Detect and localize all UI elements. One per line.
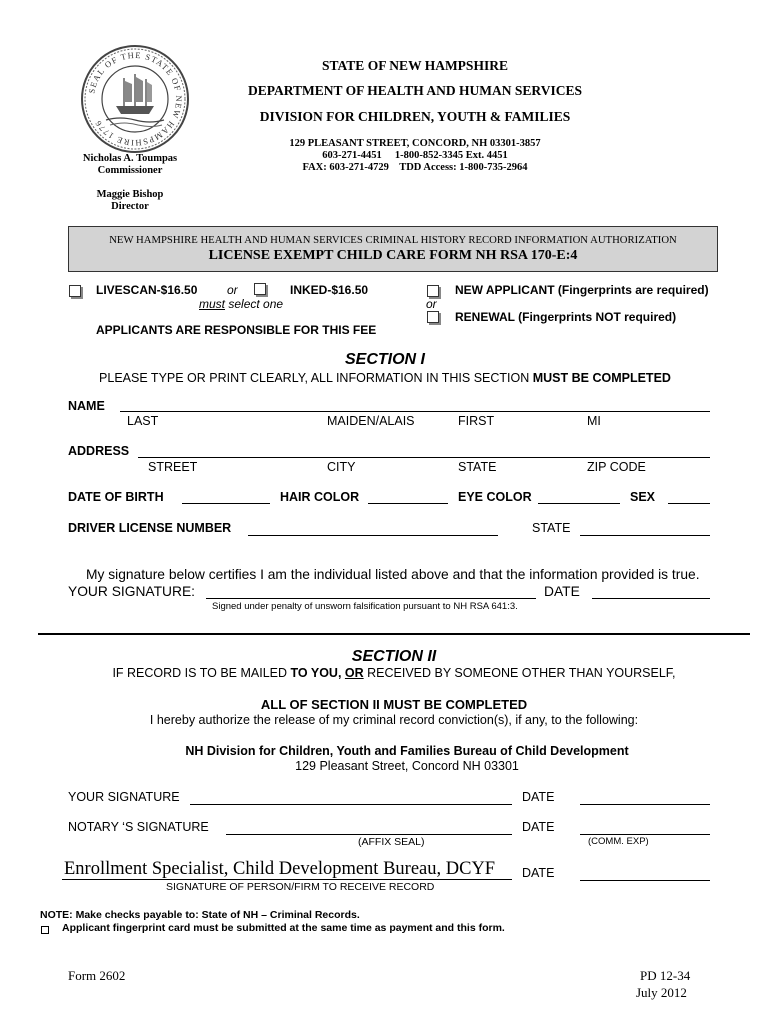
section-1-instructions [0,371,770,385]
livescan-checkbox[interactable] [69,285,81,297]
address-field[interactable] [138,457,710,458]
form-banner [68,226,718,272]
applicant-date-field[interactable] [580,804,710,805]
hair-color-label: HAIR COLOR [280,490,360,504]
hair-color-field[interactable] [368,503,448,504]
section-1-title: SECTION I [344,351,425,368]
mailing-text-post: RECEIVED BY SOMEONE OTHER THAN YOURSELF, [363,666,676,680]
your-signature-label: YOUR SIGNATURE: [68,584,195,599]
your-signature-field[interactable] [206,598,536,599]
signature-date-label: DATE [544,584,580,599]
notary-signature-field[interactable] [226,834,512,835]
banner-form-title: LICENSE EXEMPT CHILD CARE FORM NH RSA 170-E:4 [208,248,578,263]
new-applicant-label: NEW APPLICANT (Fingerprints are required) [455,283,709,297]
director-title: Director [111,201,149,212]
applicant-signature-label: YOUR SIGNATURE [68,790,180,804]
form-number: Form 2602 [68,968,126,983]
section-2-title: SECTION II [351,648,437,665]
select-one-text: select one [225,297,284,311]
driver-license-state-field[interactable] [580,535,710,536]
name-label: NAME [68,399,105,413]
renewal-checkbox[interactable] [427,311,439,323]
name-field[interactable] [120,411,710,412]
commission-expiration-caption: (COMM. EXP) [588,836,649,847]
city-caption: CITY [327,460,356,474]
must-select-one-note [199,297,283,311]
certification-statement: My signature below certifies I am the individual listed above and that the information provided is true. [86,567,700,582]
instructions-bold: MUST BE COMPLETED [532,371,671,385]
applicant-signature-field[interactable] [190,804,512,805]
fingerprint-note: Applicant fingerprint card must be submitted at the same time as payment and this form. [62,922,505,934]
middle-initial-caption: MI [587,414,601,428]
pd-number: PD 12-34 [640,968,691,983]
payment-note: NOTE: Make checks payable to: State of NH – Criminal Records. [40,909,360,921]
commissioner-title: Commissioner [97,165,163,176]
mailing-instructions [0,666,770,680]
recipient-date-label: DATE [522,866,555,880]
eye-color-field[interactable] [538,503,620,504]
agency-fax: FAX: 603-271-4729 TDD Access: 1-800-735-2964 [302,162,528,173]
last-name-caption: LAST [127,414,159,428]
driver-license-field[interactable] [248,535,498,536]
dob-field[interactable] [182,503,270,504]
dob-label: DATE OF BIRTH [68,490,164,504]
fee-note: APPLICANTS ARE RESPONSIBLE FOR THIS FEE [96,323,377,337]
instructions-text: PLEASE TYPE OR PRINT CLEARLY, ALL INFORMATION IN THIS SECTION [99,371,533,385]
address-label: ADDRESS [68,444,130,458]
must-text: must [199,297,226,311]
affix-seal-caption: (AFFIX SEAL) [358,836,425,848]
notary-date-field[interactable] [580,834,710,835]
recipient-address: 129 Pleasant Street, Concord NH 03301 [295,759,519,773]
section-2-requirement: ALL OF SECTION II MUST BE COMPLETED [260,697,528,712]
recipient-signature-field [62,879,512,880]
state-title: STATE OF NEW HAMPSHIRE [322,58,508,73]
bullet-square-icon [41,926,49,934]
recipient-signature-caption: SIGNATURE OF PERSON/FIRM TO RECEIVE RECORD [166,881,435,893]
or-separator-applicant: or [426,297,437,311]
department-title: DEPARTMENT OF HEALTH AND HUMAN SERVICES [248,83,582,98]
section-divider [38,633,750,635]
applicant-date-label: DATE [522,790,555,804]
mailing-to-you: TO YOU, [290,666,345,680]
state-caption: STATE [458,460,497,474]
or-separator-fee: or [227,283,238,297]
commissioner-name: Nicholas A. Toumpas [82,153,178,164]
notary-signature-label: NOTARY ‘S SIGNATURE [68,820,209,834]
recipient-date-field[interactable] [580,880,710,881]
division-title: DIVISION FOR CHILDREN, YOUTH & FAMILIES [259,109,571,124]
street-caption: STREET [148,460,198,474]
zip-caption: ZIP CODE [587,460,646,474]
livescan-label: LIVESCAN-$16.50 [96,283,198,297]
recipient-signature-value[interactable]: Enrollment Specialist, Child Development Bureau, DCYF [64,859,496,879]
authorization-statement: I hereby authorize the release of my criminal record conviction(s), if any, to the following: [149,713,639,727]
director-name: Maggie Bishop [96,189,164,200]
inked-label: INKED-$16.50 [290,283,369,297]
mailing-text-pre: IF RECORD IS TO BE MAILED [112,666,291,680]
inked-checkbox[interactable] [254,283,266,295]
notary-date-label: DATE [522,820,555,834]
revision-date: July 2012 [636,985,687,1000]
maiden-name-caption: MAIDEN/ALAIS [327,414,415,428]
mailing-or: OR [344,666,364,680]
agency-address: 129 PLEASANT STREET, CONCORD, NH 03301-3857 [289,138,541,149]
first-name-caption: FIRST [458,414,495,428]
penalty-note: Signed under penalty of unsworn falsification pursuant to NH RSA 641:3. [212,601,518,612]
renewal-label: RENEWAL (Fingerprints NOT required) [455,310,677,324]
agency-phone: 603-271-4451 1-800-852-3345 Ext. 4451 [322,150,508,161]
recipient-name: NH Division for Children, Youth and Families Bureau of Child Development [185,744,629,758]
new-applicant-checkbox[interactable] [427,285,439,297]
driver-license-state-label: STATE [532,521,571,535]
sex-label: SEX [630,490,656,504]
banner-authorization-title: NEW HAMPSHIRE HEALTH AND HUMAN SERVICES CRIMINAL HISTORY RECORD INFORMATION AUTHORIZATION [109,234,677,246]
sex-field[interactable] [668,503,710,504]
driver-license-label: DRIVER LICENSE NUMBER [68,521,232,535]
signature-date-field[interactable] [592,598,710,599]
eye-color-label: EYE COLOR [458,490,532,504]
svg-text:SEAL OF THE STATE OF NEW HAMPS: SEAL OF THE STATE OF NEW HAMPSHIRE 1776 [86,49,185,149]
